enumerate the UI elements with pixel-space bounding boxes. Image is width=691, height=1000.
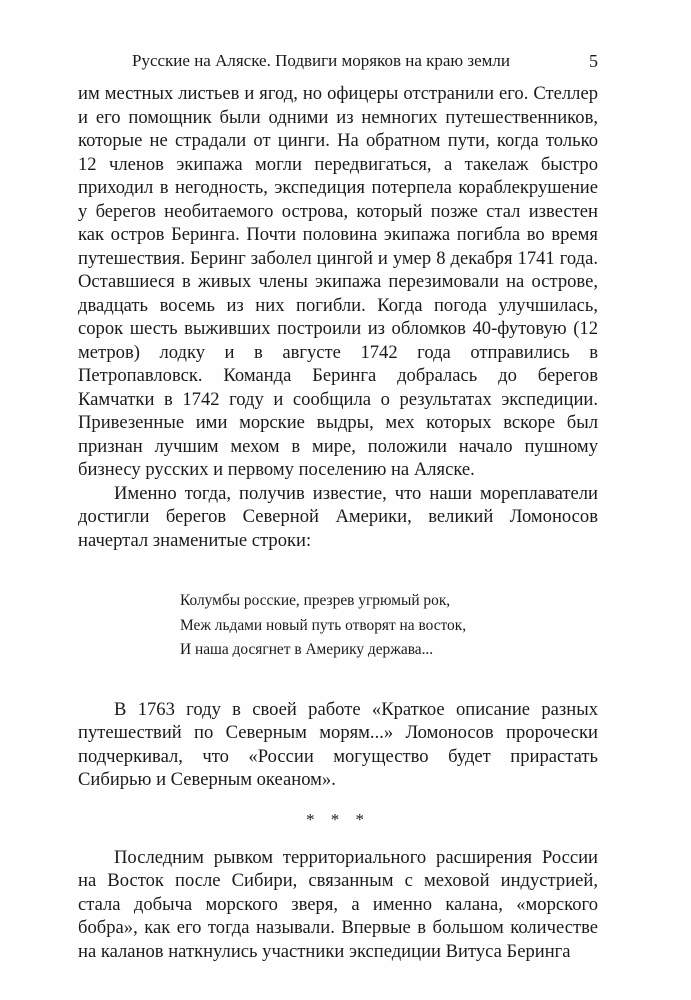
poem-line: Меж льдами новый путь отворят на восток, xyxy=(180,616,467,634)
paragraph-continuation: им местных листьев и ягод, но офицеры отстранили его. Стеллер и его помощник были одними из немногих путешественников, которые не страдали от цинги. На обратном пути, когда только 12 членов экипажа могли передвигаться, а такелаж быстро приходил в негодность, экспедиция потерпела кораблекрушение у берегов необитаемого острова, который позже стал известен как остров Беринга. Почти половина экипажа погибла во время путешествия. Беринг заболел цингой и умер 8 декабря 1741 года. Оставшиеся в живых члены экипажа перезимовали на острове, двадцать восемь из них погибли. Когда погода улучшилась, сорок шесть выживших построили из обломков 40-футовую (12 метров) лодку и в августе 1742 года отправились в Петропавловск. Команда Беринга добралась до берегов Камчатки в 1742 году и сообщила о результатах экспедиции. Привезенные ими морские выдры, мех которых вскоре был признан лучшим мехом в мире, положили начало пушному бизнесу русских и первому поселению на Аляске. xyxy=(78,83,598,480)
section-separator: * * * xyxy=(306,809,370,829)
poem-line: И наша досягнет в Америку держава... xyxy=(180,641,434,658)
paragraph-sea-otter: Последним рывком территориального расширения России на Восток после Сибири, связанным с меховой индустрией, стала добыча морского зверя, а именно калана, «морского бобра», как его тогда называли. Впервые в большом количестве на каланов наткнулись участники экспедиции Витуса Беринга xyxy=(78,846,598,962)
running-head xyxy=(78,50,598,74)
paragraph-lomonosov-intro: Именно тогда, получив известие, что наши мореплаватели достигли берегов Северной Америки, великий Ломоносов начертал знаменитые строки: xyxy=(78,482,598,551)
poem-quote xyxy=(180,589,598,663)
page-number: 5 xyxy=(589,51,598,71)
poem-line: Колумбы росские, презрев угрюмый рок, xyxy=(180,592,451,609)
paragraph-1763: В 1763 году в своей работе «Краткое описание разных путешествий по Северным морям...» Ломоносов пророчески подчеркивал, что «России могущество будет прирастать Сибирью и Северным океаном». xyxy=(78,698,598,790)
main-text xyxy=(78,82,598,963)
running-title: Русские на Аляске. Подвиги моряков на краю земли xyxy=(132,51,510,70)
